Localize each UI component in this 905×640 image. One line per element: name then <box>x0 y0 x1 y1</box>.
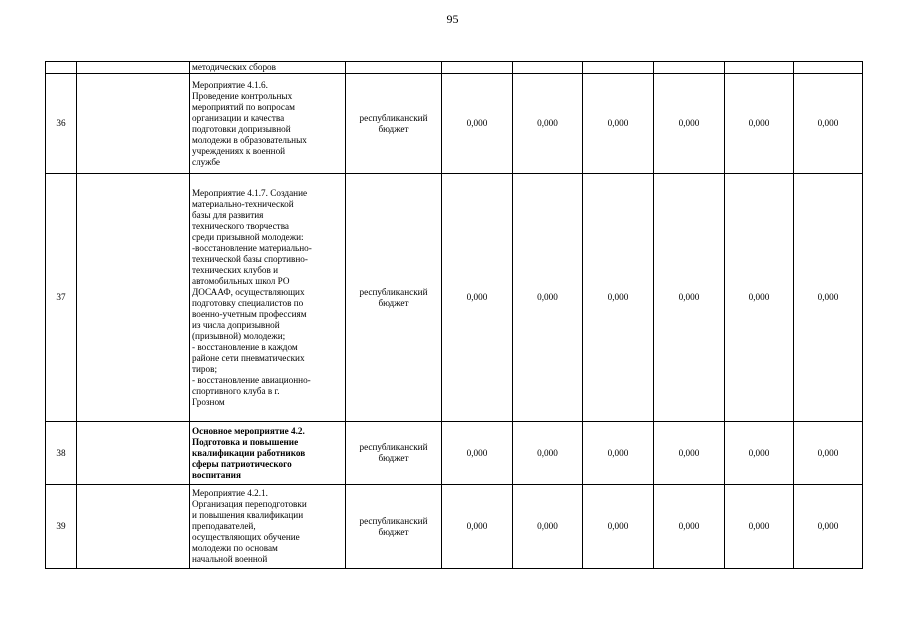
row-number-cell: 38 <box>46 422 77 485</box>
amount-cell: 0,000 <box>654 174 725 422</box>
amount-cell: 0,000 <box>725 422 794 485</box>
funding-source-line: республиканский <box>359 442 428 452</box>
amount-cell <box>513 62 583 74</box>
description-line: мероприятий по вопросам <box>192 101 295 112</box>
amount-cell: 0,000 <box>794 422 863 485</box>
description-line: Мероприятие 4.2.1. <box>192 488 268 498</box>
amount-cell: 0,000 <box>725 174 794 422</box>
amount-cell: 0,000 <box>513 422 583 485</box>
amount-cell <box>654 62 725 74</box>
table-row <box>46 485 863 569</box>
amount-cell: 0,000 <box>583 74 654 174</box>
amount-cell: 0,000 <box>442 485 513 569</box>
amount-cell: 0,000 <box>654 422 725 485</box>
row-number-cell: 36 <box>46 74 77 174</box>
amount-cell <box>794 62 863 74</box>
description-line: подготовку специалистов по <box>192 297 304 308</box>
amount-cell <box>725 62 794 74</box>
description-line: ДОСААФ, осуществляющих <box>192 286 305 297</box>
funding-source-line: республиканский <box>359 515 428 526</box>
description-line: автомобильных школ РО <box>192 275 290 286</box>
funding-source-cell <box>346 422 442 485</box>
description-line: преподавателей, <box>192 521 256 531</box>
activity-description-cell <box>190 174 346 422</box>
description-line: молодежи по основам <box>192 543 278 553</box>
description-line: Подготовка и повышение <box>192 436 299 447</box>
description-line: и повышения квалификации <box>192 510 304 520</box>
amount-cell: 0,000 <box>513 485 583 569</box>
blank-cell <box>77 174 190 422</box>
funding-source-line: бюджет <box>378 123 409 134</box>
amount-cell: 0,000 <box>442 422 513 485</box>
description-line: технических клубов и <box>192 264 279 275</box>
funding-source-line: бюджет <box>378 297 409 308</box>
amount-cell: 0,000 <box>583 422 654 485</box>
funding-source-line: республиканский <box>359 112 428 123</box>
description-line: организации и качества <box>192 112 285 123</box>
description-line: тиров; <box>192 363 218 374</box>
budget-table <box>45 61 863 569</box>
activity-description-cell <box>190 62 346 74</box>
description-line: сферы патриотического <box>192 458 292 469</box>
description-line: Основное мероприятие 4.2. <box>192 425 305 436</box>
blank-cell <box>77 422 190 485</box>
description-line: учреждениях к военной <box>192 145 286 156</box>
row-number-cell: 39 <box>46 485 77 569</box>
row-number-cell: 37 <box>46 174 77 422</box>
amount-cell: 0,000 <box>794 74 863 174</box>
blank-cell <box>77 74 190 174</box>
activity-description-cell <box>190 485 346 569</box>
description-line: технического творчества <box>192 220 289 231</box>
amount-cell: 0,000 <box>654 74 725 174</box>
page-number: 95 <box>446 12 459 26</box>
description-line: методических сборов <box>192 62 276 72</box>
description-line: квалификации работников <box>192 447 306 458</box>
amount-cell: 0,000 <box>583 485 654 569</box>
funding-source-cell <box>346 62 442 74</box>
table-row <box>46 174 863 422</box>
amount-cell: 0,000 <box>794 174 863 422</box>
amount-cell <box>583 62 654 74</box>
activity-description-cell <box>190 422 346 485</box>
amount-cell: 0,000 <box>583 174 654 422</box>
table-row <box>46 422 863 485</box>
description-line: спортивного клуба в г. <box>192 385 280 396</box>
amount-cell: 0,000 <box>654 485 725 569</box>
description-line: осуществляющих обучение <box>192 532 300 542</box>
funding-source-cell <box>346 74 442 174</box>
description-line: - восстановление в каждом <box>192 341 298 352</box>
description-line: технической базы спортивно- <box>192 253 308 264</box>
description-line: материально-технической <box>192 198 294 209</box>
description-line: Грозном <box>192 396 225 407</box>
description-line: военно-учетным профессиям <box>192 308 307 319</box>
table-row <box>46 74 863 174</box>
description-line: базы для развития <box>192 209 264 220</box>
amount-cell: 0,000 <box>442 174 513 422</box>
funding-source-cell <box>346 485 442 569</box>
description-line: районе сети пневматических <box>192 352 305 363</box>
table-row <box>46 62 863 74</box>
description-line: среди призывной молодежи: <box>192 231 304 242</box>
amount-cell <box>442 62 513 74</box>
description-line: Проведение контрольных <box>192 90 293 101</box>
amount-cell: 0,000 <box>725 74 794 174</box>
blank-cell <box>77 485 190 569</box>
description-line: - восстановление авиационно- <box>192 374 311 385</box>
description-line: Мероприятие 4.1.6. <box>192 79 268 90</box>
amount-cell: 0,000 <box>513 74 583 174</box>
funding-source-line: бюджет <box>378 453 409 463</box>
description-line: подготовки допризывной <box>192 123 291 134</box>
amount-cell: 0,000 <box>794 485 863 569</box>
description-line: (призывной) молодежи; <box>192 330 286 341</box>
funding-source-line: республиканский <box>359 286 428 297</box>
amount-cell: 0,000 <box>725 485 794 569</box>
blank-cell <box>77 62 190 74</box>
description-line: Мероприятие 4.1.7. Создание <box>192 187 308 198</box>
amount-cell: 0,000 <box>442 74 513 174</box>
funding-source-cell <box>346 174 442 422</box>
description-line: службе <box>192 156 220 167</box>
description-line: -восстановление материально- <box>192 242 312 253</box>
amount-cell: 0,000 <box>513 174 583 422</box>
activity-description-cell <box>190 74 346 174</box>
funding-source-line: бюджет <box>378 526 409 537</box>
description-line: молодежи в образовательных <box>192 134 307 145</box>
description-line: Организация переподготовки <box>192 499 307 509</box>
description-line: из числа допризывной <box>192 319 280 330</box>
row-number-cell <box>46 62 77 74</box>
description-line: начальной военной <box>192 554 268 564</box>
description-line: воспитания <box>192 469 241 480</box>
